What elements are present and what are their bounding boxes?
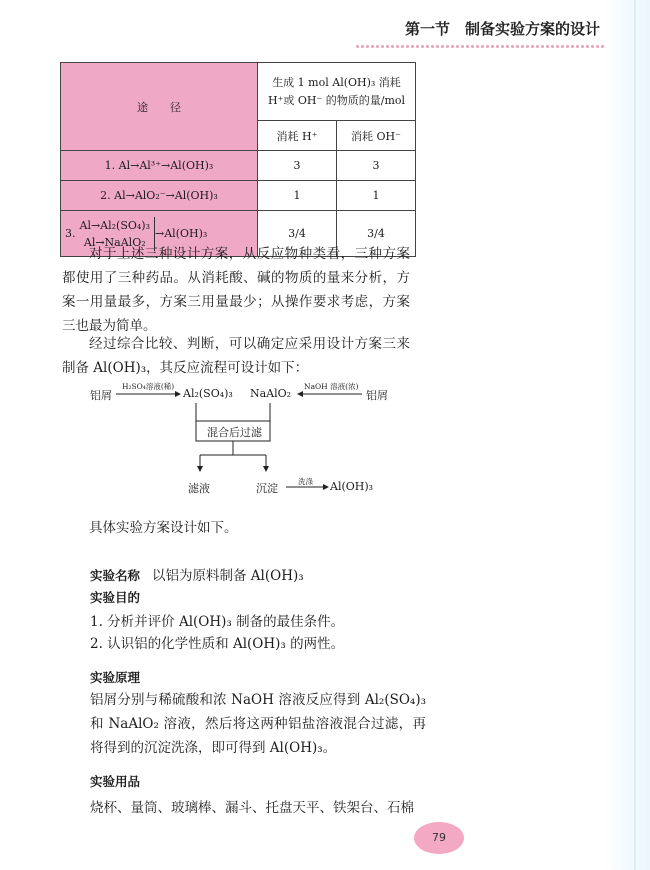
purpose-item-2: 2. 认识铝的化学性质和 Al(OH)₃ 的两性。 [90,636,345,652]
left-start-label: 铝屑 [90,389,112,402]
experiment-name-value: 以铝为原料制备 Al(OH)₃ [152,568,304,584]
principle-text: 铝屑分别与稀硫酸和浓 NaOH 溶液反应得到 Al₂(SO₄)₃和 NaAlO₂ 溶液，然后将这两种铝盐溶液混合过滤，再将得到的沉淀洗涤，即可得到 Al(OH)₃。 [90,692,426,756]
right-product-label: NaAlO₂ [250,387,292,400]
right-start-label: 铝屑 [366,389,388,402]
route-sub-b: Al→NaAlO₂ [83,235,146,249]
purpose-item-1: 1. 分析并评价 Al(OH)₃ 制备的最佳条件。 [90,614,345,630]
consume-header-cell [258,63,416,121]
col-header-h: 消耗 H⁺ [258,121,337,151]
experiment-name-line [90,564,304,584]
route-header-label: 途 径 [137,100,181,114]
paragraph-analysis: 对于上述三种设计方案，从反应物种类看，三种方案都使用了三种药品。从消耗酸、碱的物质的量来分析，方案一用量最多，方案三用量最少；从操作要求考虑，方案三也最为简单。 [62,246,410,334]
route-sub-a: Al→Al₂(SO₄)₃ [79,218,151,232]
experiment-name-label: 实验名称 [90,568,141,583]
precipitate-label: 沉淀 [256,482,278,495]
filtrate-label: 滤液 [188,482,210,495]
consume-header-line1: 生成 1 mol Al(OH)₃ 消耗 [272,75,401,89]
reaction-flow-diagram [90,375,390,505]
paragraph-conclusion: 经过综合比较、判断，可以确定应采用设计方案三来制备 Al(OH)₃，其反应流程可设计如下： [62,336,410,376]
consume-header-line2: H⁺或 OH⁻ 的物质的量/mol [267,93,406,107]
right-reagent-label: NaOH 溶液(浓) [304,382,359,391]
table-row [61,181,416,211]
route-header-cell [61,63,258,151]
principle-heading: 实验原理 [90,670,141,685]
route-cell: 1. Al→Al³⁺→Al(OH)₃ [61,151,258,181]
final-product-label: Al(OH)₃ [330,480,374,493]
route-comparison-table [60,62,416,257]
supplies-heading: 实验用品 [90,774,141,789]
h-value-cell: 1 [258,181,337,211]
paragraph-intro: 具体实验方案设计如下。 [89,520,238,536]
supplies-text: 烧杯、量筒、玻璃棒、漏斗、托盘天平、铁架台、石棉 [90,800,414,816]
mix-filter-label: 混合后过滤 [207,426,262,439]
margin-line [634,0,636,870]
wash-label: 洗涤 [298,477,313,486]
purpose-heading: 实验目的 [90,590,141,605]
route-product: →Al(OH)₃ [155,227,208,240]
left-reagent-label: H₂SO₄溶液(稀) [122,382,175,391]
h-value-cell: 3/4 [258,211,337,257]
oh-value-cell: 3/4 [337,211,416,257]
left-product-label: Al₂(SO₄)₃ [183,387,233,400]
h-value-cell: 3 [258,151,337,181]
route-prefix: 3. [65,227,76,240]
page-margin-decoration [604,0,650,870]
route-cell: 2. Al→AlO₂⁻→Al(OH)₃ [61,181,258,211]
table-row [61,151,416,181]
oh-value-cell: 3 [337,151,416,181]
header-dotted-rule [355,44,605,50]
page-number: 79 [414,822,464,854]
oh-value-cell: 1 [337,181,416,211]
section-header: 第一节 制备实验方案的设计 [404,20,600,38]
col-header-oh: 消耗 OH⁻ [337,121,416,151]
